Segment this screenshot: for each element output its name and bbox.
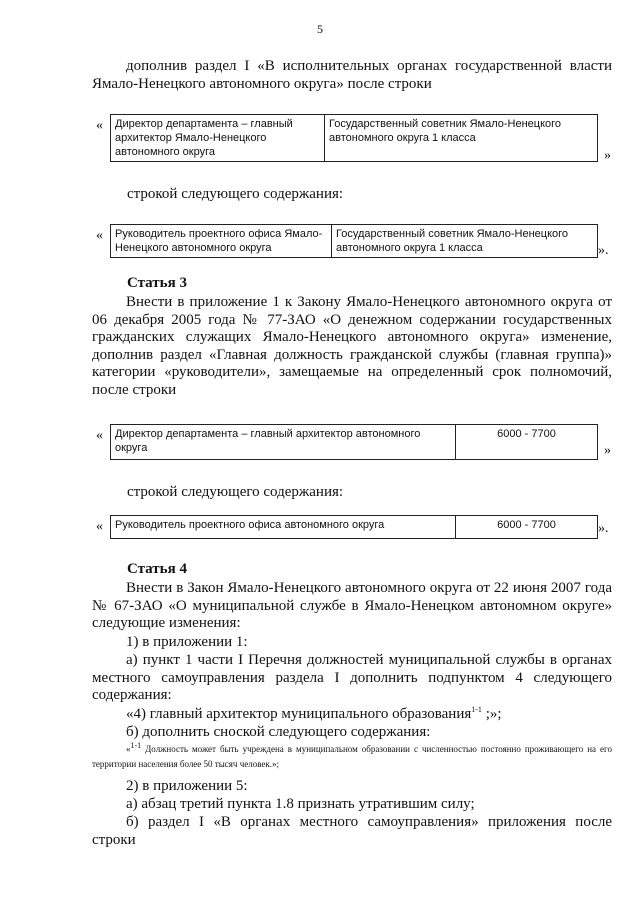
- quote-close: »: [604, 148, 611, 163]
- intro-paragraph: дополнив раздел I «В исполнительных органах государственной власти Ямало-Ненецкого автономного округа» после строки: [92, 58, 612, 92]
- quote-open: «: [96, 428, 103, 443]
- footnote-body: Должность может быть учреждена в муниципальном образовании с численностью постоянно проживающего на его территории населения более 50 тысяч человек.»;: [92, 744, 612, 769]
- table-2-cell-rank: Государственный советник Ямало-Ненецкого автономного округа 1 класса: [332, 225, 598, 258]
- item-2: 2) в приложении 5:: [126, 778, 248, 794]
- replace-text-2: строкой следующего содержания:: [127, 484, 344, 500]
- footnote-ref: 1-1: [471, 705, 482, 714]
- quote-close-dot: ».: [598, 243, 609, 258]
- article-4-text: Внести в Закон Ямало-Ненецкого автономного округа от 22 июня 2007 года № 67-ЗАО «О муниципальной службе в Ямало-Ненецком автономном округе» следующие изменения:: [92, 580, 612, 631]
- table-3: [110, 424, 598, 460]
- item-1a-quote: [92, 706, 612, 724]
- footnote-text: [92, 742, 612, 772]
- table-4-cell-position: Руководитель проектного офиса автономного округа: [111, 516, 456, 539]
- table-2: [110, 224, 598, 258]
- table-2-cell-position: Руководитель проектного офиса Ямало-Ненецкого автономного округа: [111, 225, 332, 258]
- item-1: 1) в приложении 1:: [126, 634, 248, 650]
- quote-close: »: [604, 443, 611, 458]
- article-3-text: Внести в приложение 1 к Закону Ямало-Ненецкого автономного округа от 06 декабря 2005 года № 77-ЗАО «О денежном содержании государственных гражданских служащих Ямало-Ненецкого автономного округа» изменение, дополнив раздел «Главная должность гражданской службы (главная группа)» категории «руководители», замещаемые на определенный срок полномочий, после строки: [92, 294, 612, 398]
- table-3-cell-position: Директор департамента – главный архитектор автономного округа: [111, 425, 456, 460]
- item-2b: б) раздел I «В органах местного самоуправления» приложения после строки: [92, 814, 612, 848]
- table-1: [110, 114, 598, 162]
- item-1a: а) пункт 1 части I Перечня должностей муниципальной службы в органах местного самоуправления раздела I дополнить подпунктом 4 следующего содержания:: [92, 652, 612, 703]
- item-2a: а) абзац третий пункта 1.8 признать утратившим силу;: [126, 796, 475, 812]
- footnote-sup: 1-1: [130, 741, 142, 750]
- article-4-heading: Статья 4: [127, 561, 187, 577]
- table-4: [110, 515, 598, 539]
- article-3-heading: Статья 3: [127, 275, 187, 291]
- replace-text-1: строкой следующего содержания:: [127, 186, 344, 202]
- quote-open: «: [96, 519, 103, 534]
- table-3-cell-salary: 6000 - 7700: [456, 425, 598, 460]
- quote-open: «: [96, 118, 103, 133]
- quote-open: «: [96, 228, 103, 243]
- page-number: 5: [317, 22, 323, 36]
- quote-close-dot: ».: [598, 521, 609, 536]
- table-1-cell-position: Директор департамента – главный архитектор Ямало-Ненецкого автономного округа: [111, 115, 325, 162]
- table-1-cell-rank: Государственный советник Ямало-Ненецкого автономного округа 1 класса: [325, 115, 598, 162]
- item-1a-quote-text: «4) главный архитектор муниципального образования: [126, 706, 472, 722]
- item-1a-quote-end: ;»;: [481, 706, 502, 722]
- footnote-open: «: [126, 744, 131, 754]
- item-1b: б) дополнить сноской следующего содержания:: [126, 724, 431, 740]
- table-4-cell-salary: 6000 - 7700: [456, 516, 598, 539]
